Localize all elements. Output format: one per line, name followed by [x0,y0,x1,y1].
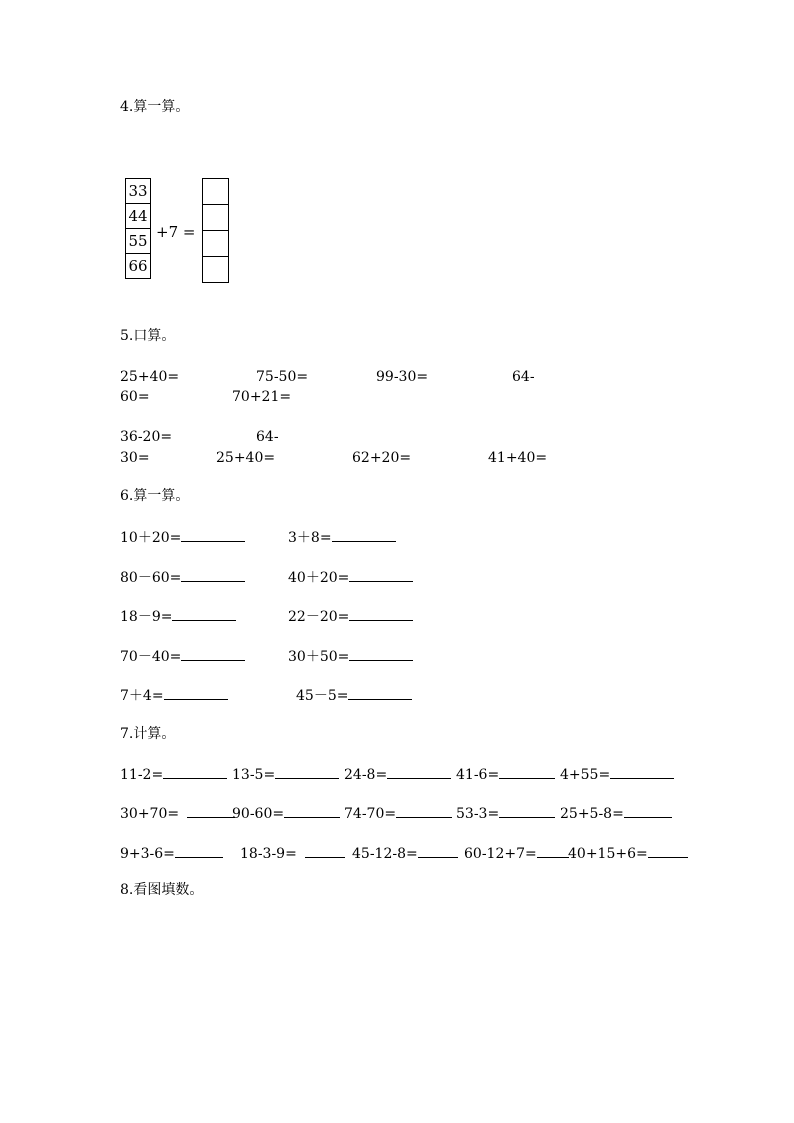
answer-blank[interactable] [284,804,340,818]
q7-problem[interactable] [120,804,235,822]
answer-blank[interactable] [387,765,451,779]
answer-blank[interactable] [181,647,245,661]
q7-expression: 30+70= [120,806,180,822]
q7-problem[interactable] [120,765,227,783]
q7-problem[interactable] [232,765,339,783]
q7-problem[interactable] [560,804,672,822]
q5-problem: 60= [120,389,150,405]
q5-problem: 41+40= [488,450,548,466]
q7-expression: 74-70= [344,806,397,822]
answer-blank[interactable] [624,804,672,818]
q6-problem[interactable] [288,528,396,546]
answer-blank[interactable] [181,568,245,582]
answer-blank[interactable] [175,844,223,858]
q6-problem[interactable] [120,647,245,665]
q7-expression: 53-3= [456,806,500,822]
answer-blank[interactable] [396,804,452,818]
q5-problem: 70+21= [232,389,292,405]
q4-operator: +7 = [156,223,196,241]
q5-problem: 25+40= [216,450,276,466]
q4-answer-box[interactable] [202,204,229,231]
q5-problem: 25+40= [120,369,180,385]
q6-expression: 10＋20= [120,530,182,546]
answer-blank[interactable] [275,765,339,779]
q6-problem[interactable] [288,607,413,625]
q7-expression: 90-60= [232,806,285,822]
q5-problem: 99-30= [376,369,429,385]
answer-blank[interactable] [187,804,235,818]
q6-problem[interactable] [288,647,413,665]
q7-problem[interactable] [344,804,452,822]
q4-answer-column[interactable] [202,178,228,283]
q7-expression: 41-6= [456,767,500,783]
q4-heading: 4.算一算。 [120,99,190,115]
answer-blank[interactable] [499,765,555,779]
q4-answer-box[interactable] [202,256,229,283]
answer-blank[interactable] [537,844,569,858]
q7-expression: 24-8= [344,767,388,783]
q7-expression: 25+5-8= [560,806,624,822]
q5-heading: 5.口算。 [120,328,176,344]
q6-problem[interactable] [120,686,228,704]
q4-number-cell: 66 [125,253,151,279]
q4-number-cell: 33 [125,178,151,204]
q6-expression: 70－40= [120,649,182,665]
q6-problem[interactable] [120,607,236,625]
q5-problem: 75-50= [256,369,309,385]
q7-problem[interactable] [560,765,674,783]
answer-blank[interactable] [610,765,674,779]
answer-blank[interactable] [181,528,245,542]
q6-expression: 18－9= [120,609,173,625]
q7-problem[interactable] [352,844,458,862]
answer-blank[interactable] [349,647,413,661]
q7-expression: 11-2= [120,767,164,783]
q6-expression: 30＋50= [288,649,350,665]
q7-problem[interactable] [344,765,451,783]
answer-blank[interactable] [163,765,227,779]
q6-expression: 40＋20= [288,570,350,586]
answer-blank[interactable] [305,844,345,858]
q7-problem[interactable] [464,844,569,862]
q7-problem[interactable] [456,765,555,783]
answer-blank[interactable] [648,844,688,858]
answer-blank[interactable] [164,686,228,700]
q7-expression: 45-12-8= [352,846,418,862]
q4-number-cell: 55 [125,228,151,254]
q7-problem[interactable] [120,844,223,862]
q6-expression: 7＋4= [120,688,164,704]
q6-expression: 45－5= [296,688,349,704]
q4-answer-box[interactable] [202,230,229,257]
q6-problem[interactable] [120,568,245,586]
q6-problem[interactable] [120,528,245,546]
answer-blank[interactable] [332,528,396,542]
q7-expression: 60-12+7= [464,846,537,862]
q5-problem: 64- [256,429,279,445]
answer-blank[interactable] [348,686,412,700]
q7-expression: 40+15+6= [568,846,648,862]
answer-blank[interactable] [418,844,458,858]
q6-problem[interactable] [296,686,412,704]
q7-problem[interactable] [240,844,345,862]
q4-answer-box[interactable] [202,178,229,205]
answer-blank[interactable] [349,607,413,621]
q7-expression: 9+3-6= [120,846,175,862]
q5-problem: 64- [512,369,535,385]
answer-blank[interactable] [172,607,236,621]
q8-heading: 8.看图填数。 [120,882,204,898]
q5-problem: 62+20= [352,450,412,466]
q7-problem[interactable] [232,804,340,822]
q7-expression: 4+55= [560,767,611,783]
q7-problem[interactable] [568,844,688,862]
q6-heading: 6.算一算。 [120,488,190,504]
q6-expression: 3＋8= [288,530,332,546]
q6-problem[interactable] [288,568,413,586]
q7-heading: 7.计算。 [120,726,176,742]
q6-expression: 80－60= [120,570,182,586]
answer-blank[interactable] [499,804,555,818]
q4-number-column [125,178,151,279]
q5-problem: 30= [120,450,150,466]
q7-expression: 18-3-9= [240,846,297,862]
q4-number-cell: 44 [125,203,151,229]
q6-expression: 22－20= [288,609,350,625]
q5-problem: 36-20= [120,429,173,445]
answer-blank[interactable] [349,568,413,582]
q7-problem[interactable] [456,804,555,822]
q7-expression: 13-5= [232,767,276,783]
